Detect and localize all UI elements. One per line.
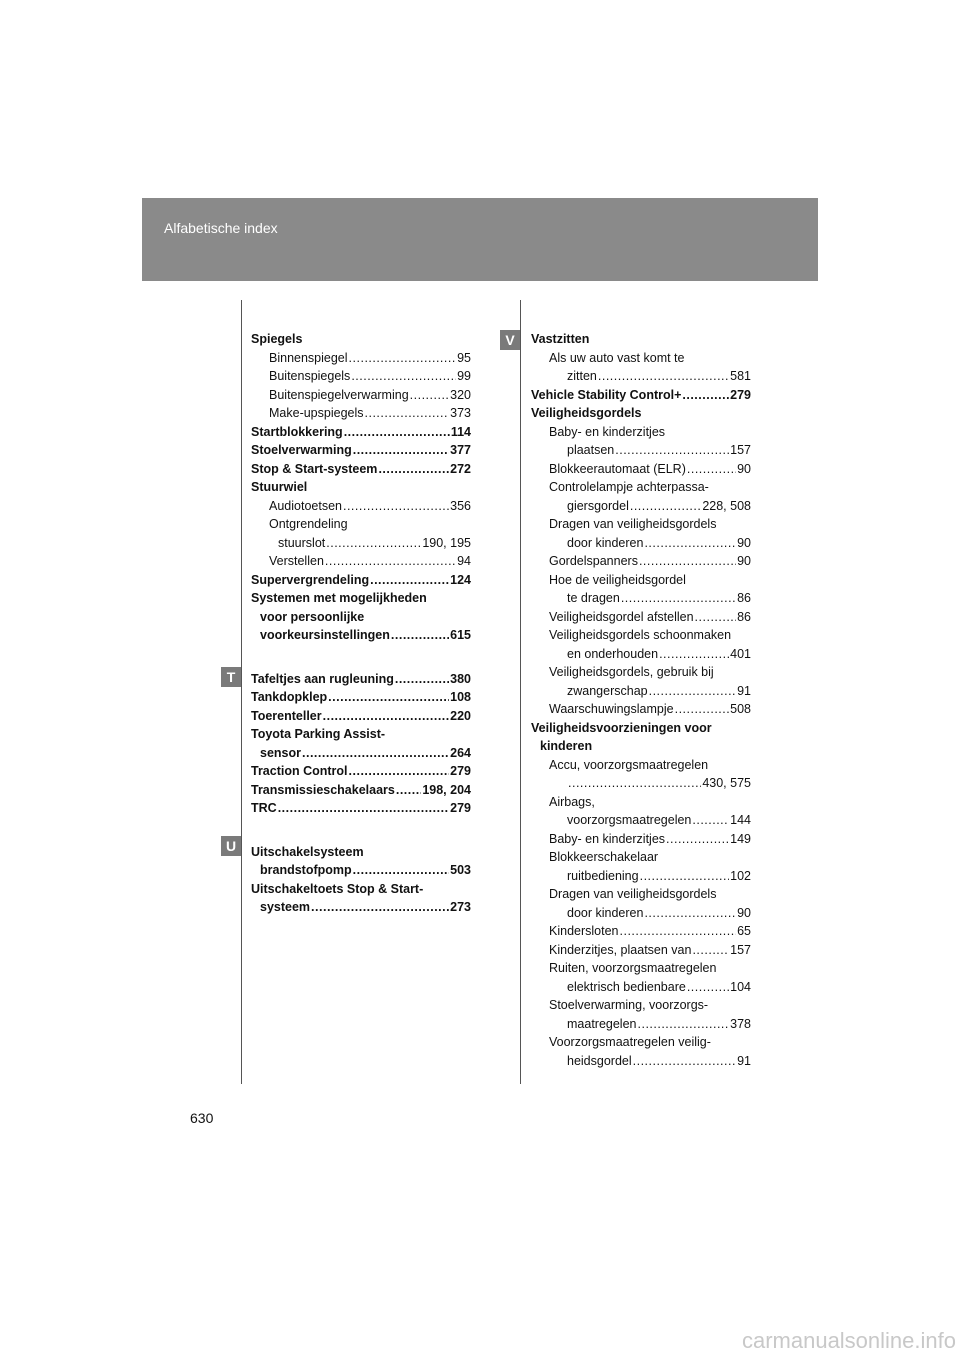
index-entry: voorzorgsmaatregelen ..... 144: [531, 811, 751, 830]
index-heading: Veiligheidsgordels: [531, 406, 642, 420]
index-heading: Vastzitten: [531, 332, 590, 346]
index-entry: Baby- en kinderzitjes ..... 149: [531, 830, 751, 849]
index-subheading: Als uw auto vast komt te: [549, 350, 685, 365]
index-subheading: Veiligheidsgordels schoonmaken: [549, 628, 732, 642]
index-entry: brandstofpomp ..... 503: [251, 861, 471, 880]
index-entry: Gordelspanners ..... 90: [531, 552, 751, 571]
index-subheading: Voorzorgsmaatregelen veilig-: [549, 1035, 711, 1049]
watermark: carmanualsonline.info: [741, 1328, 956, 1353]
index-column-right: [531, 330, 751, 1070]
index-entry: Stoelverwarming ..... 377: [251, 441, 471, 460]
index-entry: Toerenteller ..... 220: [251, 707, 471, 726]
index-entry: sensor ..... 264: [251, 744, 471, 763]
index-entry: Verstellen ..... 94: [251, 552, 471, 571]
index-entry: systeem ..... 273: [251, 898, 471, 917]
index-subheading: Baby- en kinderzitjes: [549, 424, 666, 439]
index-subheading: Accu, voorzorgsmaatregelen: [549, 757, 709, 772]
index-entry: door kinderen ..... 90: [531, 534, 751, 553]
index-entry: Veiligheidsgordel afstellen ..... 86: [531, 608, 751, 627]
index-entry: Transmissieschakelaars ..... 198, 204: [251, 781, 471, 800]
index-subheading: Ontgrendeling: [269, 517, 348, 531]
index-entry: Waarschuwingslampje ..... 508: [531, 700, 751, 719]
index-entry: Startblokkering ..... 114: [251, 423, 471, 442]
index-subheading: Veiligheidsgordels, gebruik bij: [549, 665, 714, 679]
index-heading: Stuurwiel: [251, 480, 308, 494]
index-subheading: Blokkeerschakelaar: [549, 850, 659, 864]
index-entry: Tankdopklep ..... 108: [251, 688, 471, 707]
index-subheading: Dragen van veiligheidsgordels: [549, 517, 717, 531]
index-entry: heidsgordel ..... 91: [531, 1052, 751, 1071]
index-subheading: Hoe de veiligheidsgordel: [549, 572, 686, 587]
section-badge-t: T: [221, 667, 241, 687]
index-entry: Buitenspiegelverwarming ..... 320: [251, 386, 471, 405]
index-heading: Veiligheidsvoorzieningen voor: [531, 720, 712, 735]
section-badge-v: V: [500, 330, 520, 350]
header-title: Alfabetische index: [164, 220, 278, 236]
index-entry: stuurslot ..... 190, 195: [251, 534, 471, 553]
index-entry: Traction Control ..... 279: [251, 762, 471, 781]
index-entry: giersgordel ..... 228, 508: [531, 497, 751, 516]
index-entry: Supervergrendeling ..... 124: [251, 571, 471, 590]
index-entry: door kinderen ..... 90: [531, 904, 751, 923]
index-entry: voorkeursinstellingen ..... 615: [251, 626, 471, 645]
index-entry: en onderhouden ..... 401: [531, 645, 751, 664]
index-entry: Vehicle Stability Control+ ..... 279: [531, 386, 751, 405]
page-number: 630: [190, 1110, 214, 1126]
index-entry: Kinderzitjes, plaatsen van ..... 157: [531, 941, 751, 960]
index-entry: Tafeltjes aan rugleuning ..... 380: [251, 670, 471, 689]
index-entry: Stop & Start-systeem ..... 272: [251, 460, 471, 479]
index-subheading: Controlelampje achterpassa-: [549, 480, 709, 494]
index-subheading: Dragen van veiligheidsgordels: [549, 887, 717, 901]
index-subheading: Airbags,: [549, 794, 595, 809]
index-heading: Spiegels: [251, 332, 303, 346]
index-subheading: Stoelverwarming, voorzorgs-: [549, 998, 709, 1012]
index-column-left: [251, 330, 471, 917]
index-subheading: Ruiten, voorzorgsmaatregelen: [549, 961, 717, 975]
index-entry: ruitbediening ..... 102: [531, 867, 751, 886]
index-heading-cont: voor persoonlijke: [260, 609, 365, 624]
index-entry: Blokkeerautomaat (ELR) ..... 90: [531, 460, 751, 479]
index-heading: Systemen met mogelijkheden: [251, 591, 427, 605]
index-entry: Audiotoetsen ..... 356: [251, 497, 471, 516]
index-entry: ..... 430, 575: [531, 774, 751, 793]
index-heading: Uitschakelsysteem: [251, 844, 364, 859]
index-entry: Binnenspiegel ..... 95: [251, 349, 471, 368]
index-heading: Toyota Parking Assist-: [251, 727, 386, 741]
index-entry: Kindersloten ..... 65: [531, 922, 751, 941]
index-entry: Buitenspiegels ..... 99: [251, 367, 471, 386]
column-divider-left: [241, 300, 242, 1084]
index-entry: te dragen ..... 86: [531, 589, 751, 608]
index-entry: zwangerschap ..... 91: [531, 682, 751, 701]
column-divider-right: [520, 300, 521, 1084]
index-entry: plaatsen ..... 157: [531, 441, 751, 460]
index-entry: TRC ..... 279: [251, 799, 471, 818]
section-badge-u: U: [221, 836, 241, 856]
index-heading: Uitschakeltoets Stop & Start-: [251, 881, 424, 896]
index-entry: Make-upspiegels ..... 373: [251, 404, 471, 423]
index-heading-cont: kinderen: [540, 739, 593, 753]
index-entry: maatregelen ..... 378: [531, 1015, 751, 1034]
page-header: [142, 198, 818, 281]
index-entry: zitten ..... 581: [531, 367, 751, 386]
index-entry: elektrisch bedienbare ..... 104: [531, 978, 751, 997]
